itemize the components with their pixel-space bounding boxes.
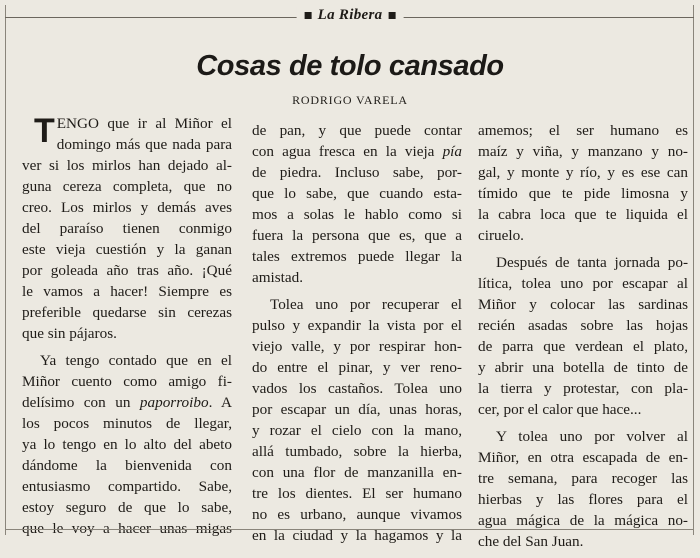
text-line: y abrir una botella de tinto de xyxy=(478,359,688,376)
text-line: este vieja cuestión y la ganan xyxy=(22,241,232,258)
text-line: fuera la persona que es, que a xyxy=(252,227,462,244)
text-line xyxy=(252,141,462,162)
text-line: Tolea uno por recuperar el xyxy=(270,296,462,313)
paragraph xyxy=(22,113,232,344)
headline: Cosas de tolo cansado xyxy=(196,50,504,82)
text-line: tre semana, para recoger las xyxy=(478,470,688,487)
text-line: de pan, y que puede contar xyxy=(252,122,462,139)
paragraph xyxy=(478,426,688,552)
text-line: entusiasmo compartido. Sabe, xyxy=(22,478,232,495)
text-line: allá tumbado, sobre la hierba, xyxy=(252,443,462,460)
text-line: ENGO que ir al Miñor el xyxy=(56,115,232,132)
text-line: che del San Juan. xyxy=(478,533,584,550)
text-line: en la ciudad y la hagamos y la xyxy=(252,527,462,544)
text-line: amemos; el ser humano es xyxy=(478,122,688,139)
text-line: Ya tengo contado que en el xyxy=(40,352,232,369)
text-line: agua mágica de la mágica no- xyxy=(478,512,688,529)
text-line: ciruelo. xyxy=(478,227,524,244)
italic-word: paporroibo xyxy=(139,394,209,411)
text-line: dándome la bienvenida con xyxy=(22,457,232,474)
text-line: no es urbano, aunque vivamos xyxy=(252,506,462,523)
section-header xyxy=(297,7,404,24)
text-line: mos a solas le hablo como si xyxy=(252,206,462,223)
square-bullet-icon xyxy=(388,12,395,19)
text-line: ver si los mirlos han dejado al- xyxy=(22,157,232,174)
text-line: Después de tanta jornada po- xyxy=(496,254,688,271)
text-line: que le voy a hacer unas migas xyxy=(22,520,232,537)
text-line: pulso y expandir la vista por el xyxy=(252,317,462,334)
text-line: y rozar el cielo con la mano, xyxy=(252,422,462,439)
column-1 xyxy=(22,113,232,545)
text-line: los pocos minutos de llegar, xyxy=(22,415,232,432)
square-bullet-icon xyxy=(305,12,312,19)
text-line: recién asadas sobre las hojas xyxy=(478,317,688,334)
column-2 xyxy=(252,120,462,552)
text-line: amistad. xyxy=(252,269,304,286)
italic-word: pía xyxy=(442,143,462,160)
text-line xyxy=(22,392,232,413)
text-line: Miñor cuento como amigo fi- xyxy=(22,373,232,390)
text-line: lítica, tolea uno por escapar al xyxy=(478,275,688,292)
text-line: de parra que verdean el plato, xyxy=(478,338,688,355)
text-line: por escapar un día, unas horas, xyxy=(252,401,462,418)
text-line: Miñor y colocar las sardinas xyxy=(478,296,688,313)
text-line: por goleada año tras año. ¡Qué xyxy=(22,262,232,279)
text-line: que sin pájaros. xyxy=(22,325,117,342)
text-line: estoy seguro de que lo sabe, xyxy=(22,499,232,516)
text-line: domingo más que nada para xyxy=(56,136,232,153)
paragraph xyxy=(478,252,688,420)
paragraph xyxy=(478,120,688,246)
text-line: Miñor, en otra escapada de en- xyxy=(478,449,688,466)
bottom-rule xyxy=(5,529,694,530)
section-title: La Ribera xyxy=(317,7,383,23)
text-line: con una flor de manzanilla en- xyxy=(252,464,462,481)
text-line: cer, por el calor que hace... xyxy=(478,401,642,418)
text-line: guna cereza completa, que no xyxy=(22,178,232,195)
text-line: preferible quedarse sin cerezas xyxy=(22,304,232,321)
paragraph xyxy=(252,120,462,288)
text-line: creo. Los mirlos y demás aves xyxy=(22,199,232,216)
text-run: con agua fresca en la vieja xyxy=(252,143,443,160)
paragraph xyxy=(252,294,462,546)
text-line: maíz y viña, y manzano y no- xyxy=(478,143,688,160)
text-run: delísimo con un xyxy=(22,394,140,411)
text-run: . A xyxy=(208,394,232,411)
text-line: vados los castaños. Tolea uno xyxy=(252,380,462,397)
text-line: hierbas y las flores para el xyxy=(478,491,688,508)
text-line: tímido que te pide limosna y xyxy=(478,185,688,202)
text-line: tre los dientes. El ser humano xyxy=(252,485,462,502)
text-line: viejo valle, y por respirar hon- xyxy=(252,338,462,355)
text-line: gal, y monte y río, y es ese can xyxy=(478,164,688,181)
column-3 xyxy=(478,120,688,558)
text-line: le vamos a hacer! Siempre es xyxy=(22,283,232,300)
text-line: do entre el pinar, y ver reno- xyxy=(252,359,462,376)
paragraph xyxy=(22,350,232,539)
text-line: de piedra. Incluso sabe, por- xyxy=(252,164,462,181)
text-line: Y tolea uno por volver al xyxy=(496,428,688,445)
text-line: la cabra loca que te liquida el xyxy=(478,206,688,223)
text-line: la tierra y protestar, con pla- xyxy=(478,380,688,397)
text-line: que lo sabe, que cuando esta- xyxy=(252,185,462,202)
text-line: del paraíso tienen conmigo xyxy=(22,220,232,237)
drop-cap: T xyxy=(34,112,55,150)
byline: RODRIGO VARELA xyxy=(292,93,408,107)
text-line: ya lo tengo en lo alto del abeto xyxy=(22,436,232,453)
text-line: tales extremos puede llegar la xyxy=(252,248,462,265)
